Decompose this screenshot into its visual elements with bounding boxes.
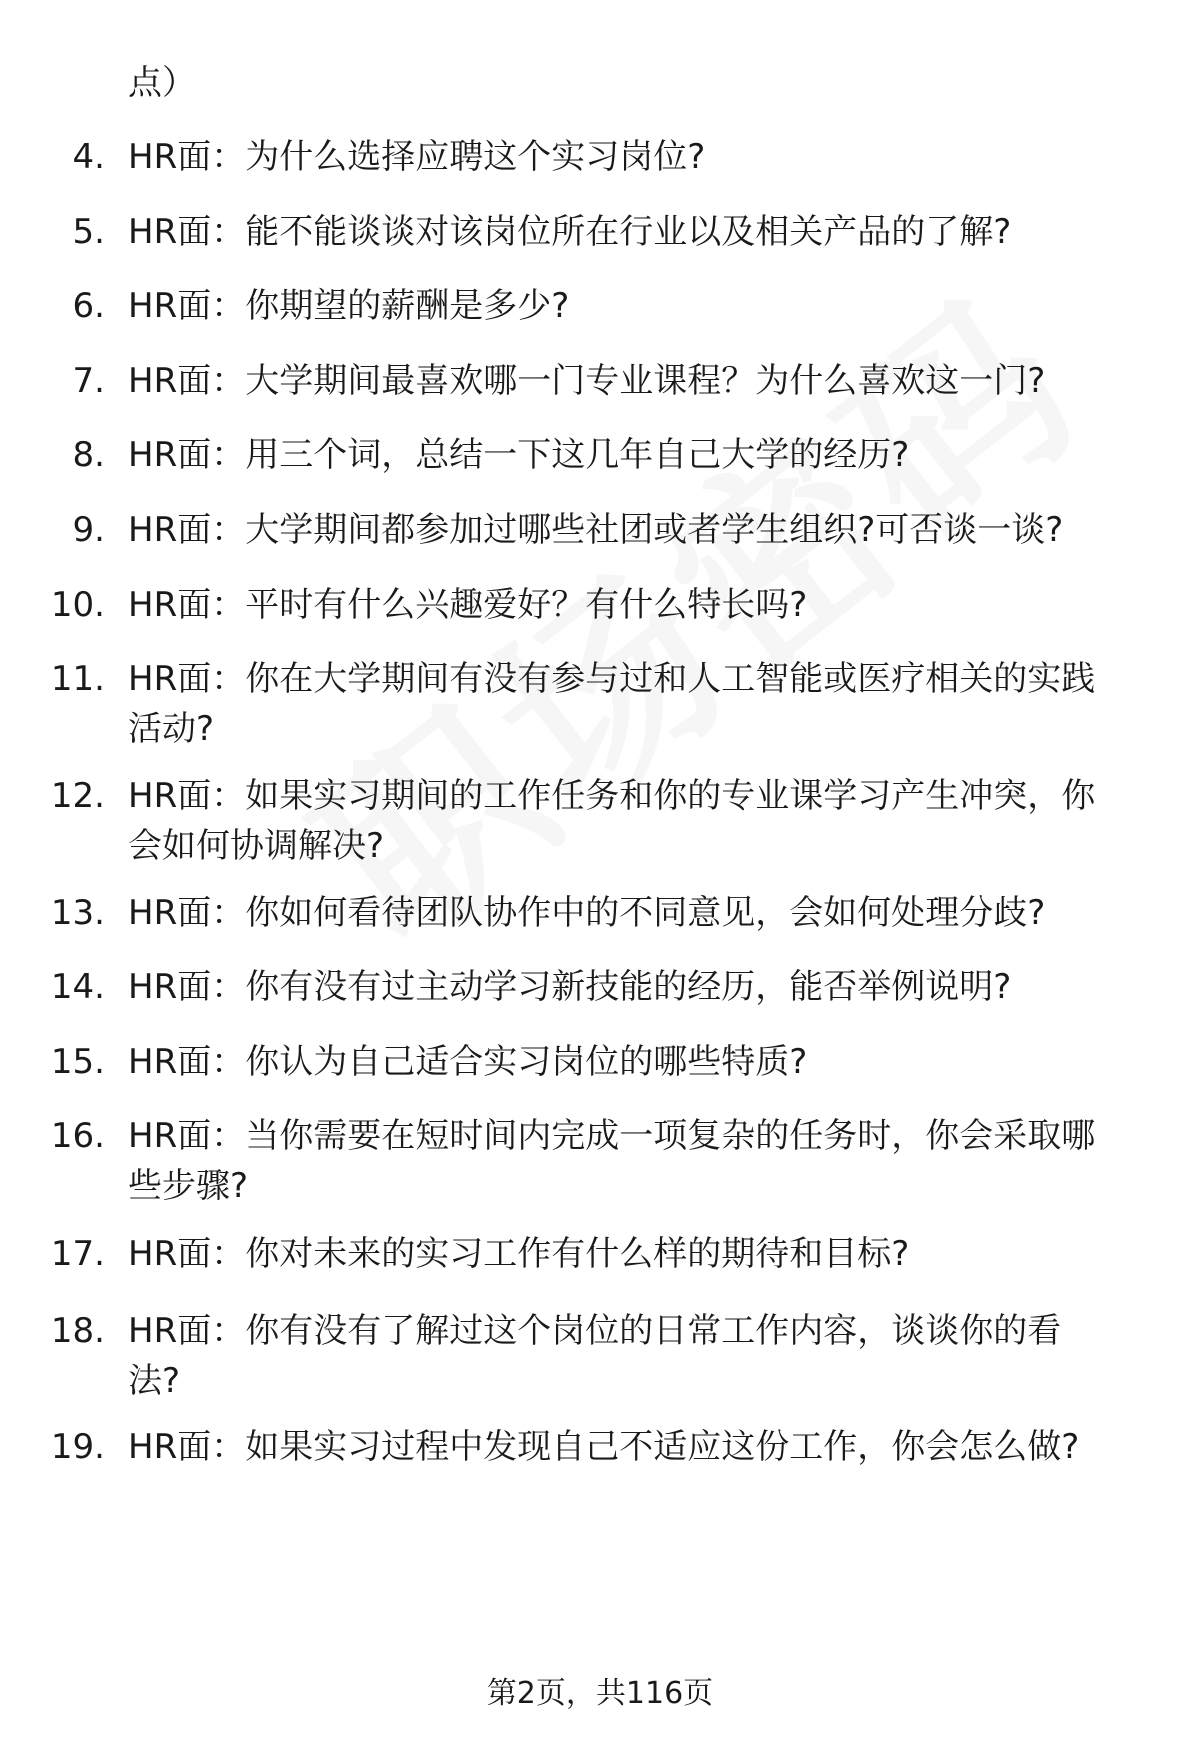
question-text (128, 356, 1160, 406)
question-text (128, 962, 1160, 1012)
question-text-line: HR面：如果实习期间的工作任务和你的专业课学习产生冲突，你 (128, 776, 1096, 816)
question-text-line: HR面：大学期间都参加过哪些社团或者学生组织?可否谈一谈? (128, 510, 1064, 550)
question-text-line: HR面：你认为自己适合实习岗位的哪些特质? (128, 1042, 808, 1082)
question-text-line: HR面：你期望的薪酬是多少? (128, 286, 570, 326)
question-number: 16. (50, 1116, 105, 1156)
question-number: 11. (50, 659, 105, 699)
question-text-line: 活动? (128, 709, 215, 749)
question-text (128, 505, 1160, 555)
question-text (128, 654, 1160, 754)
question-text-line: HR面：为什么选择应聘这个实习岗位? (128, 137, 706, 177)
question-text-line: HR面：能不能谈谈对该岗位所在行业以及相关产品的了解? (128, 212, 1012, 252)
question-text-line: 些步骤? (128, 1166, 249, 1206)
question-text-line: HR面：用三个词，总结一下这几年自己大学的经历? (128, 435, 910, 475)
question-number: 6. (72, 286, 105, 326)
question-text-line: 会如何协调解决? (128, 826, 385, 866)
question-number: 15. (50, 1042, 105, 1082)
question-text (128, 1229, 1160, 1279)
question-text-line: HR面：平时有什么兴趣爱好？有什么特长吗? (128, 585, 808, 625)
question-number: 10. (50, 585, 105, 625)
page-footer: 第2页，共116页 (486, 1676, 714, 1711)
continuation-text: 点） (128, 63, 196, 103)
question-number: 19. (50, 1427, 105, 1467)
question-text (128, 1306, 1160, 1406)
question-text (128, 580, 1160, 630)
question-text (128, 1422, 1160, 1472)
question-text-line: HR面：你有没有了解过这个岗位的日常工作内容，谈谈你的看 (128, 1311, 1062, 1351)
question-number: 12. (50, 776, 105, 816)
question-number: 17. (50, 1234, 105, 1274)
question-text (128, 281, 1160, 331)
question-number: 8. (72, 435, 105, 475)
question-text-line: HR面：你对未来的实习工作有什么样的期待和目标? (128, 1234, 910, 1274)
question-text-line: 法? (128, 1361, 181, 1401)
question-text-line: HR面：你如何看待团队协作中的不同意见，会如何处理分歧? (128, 893, 1046, 933)
question-text (128, 1037, 1160, 1087)
question-text-line: HR面：你有没有过主动学习新技能的经历，能否举例说明? (128, 967, 1012, 1007)
question-text (128, 132, 1160, 182)
question-text-line: HR面：大学期间最喜欢哪一门专业课程？为什么喜欢这一门? (128, 361, 1046, 401)
question-text-line: HR面：如果实习过程中发现自己不适应这份工作，你会怎么做? (128, 1427, 1080, 1467)
question-number: 13. (50, 893, 105, 933)
question-number: 14. (50, 967, 105, 1007)
question-text (128, 1111, 1160, 1211)
question-number: 4. (72, 137, 105, 177)
question-number: 5. (72, 212, 105, 252)
question-text (128, 771, 1160, 871)
question-text-line: HR面：你在大学期间有没有参与过和人工智能或医疗相关的实践 (128, 659, 1096, 699)
question-number: 9. (72, 510, 105, 550)
question-number: 7. (72, 361, 105, 401)
question-text (128, 888, 1160, 938)
question-text (128, 430, 1160, 480)
question-text (128, 207, 1160, 257)
question-number: 18. (50, 1311, 105, 1351)
question-text-line: HR面：当你需要在短时间内完成一项复杂的任务时，你会采取哪 (128, 1116, 1096, 1156)
